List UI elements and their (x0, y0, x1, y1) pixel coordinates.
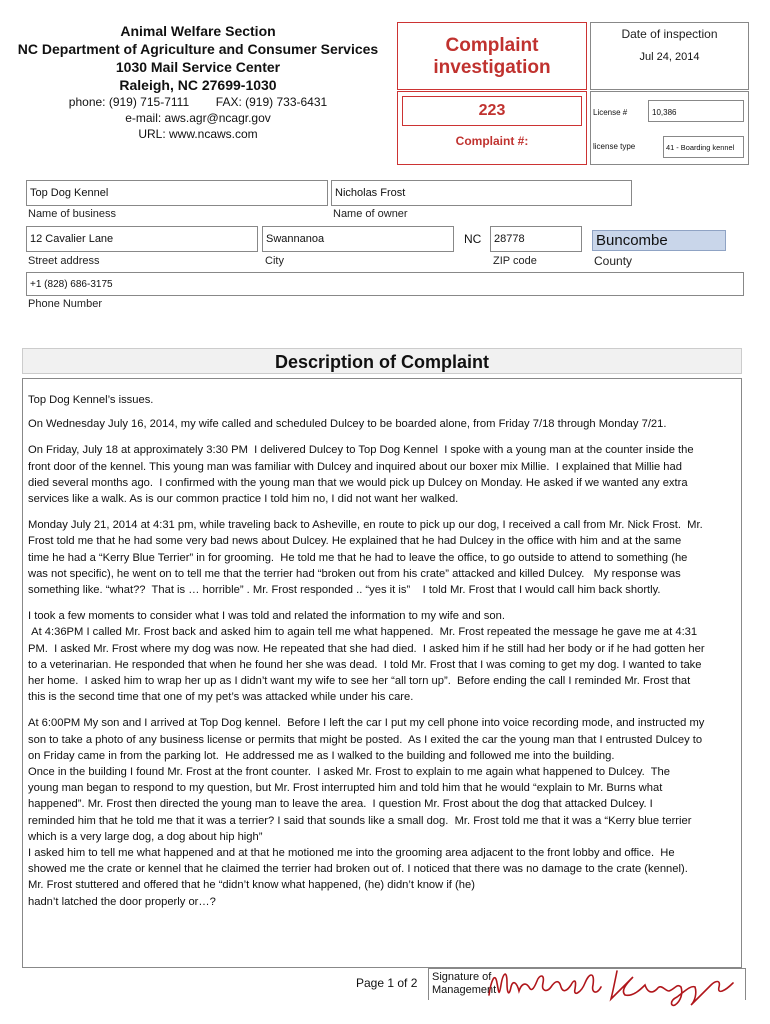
complaint-number-box (397, 91, 587, 165)
description-paragraph: On Friday, July 18 at approximately 3:30 PM I delivered Dulcey to Top Dog Kennel I spoke with a young man at the counter inside the front door of the kennel. This young man was familiar with Dulcey and inquired about our boxer mix Millie. I explained that Millie had died several months ago. I confirmed with the young man that we would pick up Dulcey on Monday. He asked if we wanted any extra services like a walk. As is our common practice I told him no, I did not want her walked. (28, 444, 694, 506)
county-field[interactable] (592, 230, 726, 251)
owner-name-field[interactable] (331, 180, 632, 206)
business-name-field[interactable] (26, 180, 328, 206)
license-type-label: license type (593, 142, 636, 151)
state-value: NC (464, 232, 482, 246)
description-paragraph: On Wednesday July 16, 2014, my wife called and scheduled Dulcey to be boarded alone, from Friday 7/18 through Monday 7/21. (28, 418, 667, 431)
city-value: Swannanoa (266, 233, 325, 245)
complaint-number: 223 (478, 102, 506, 119)
agency-section: Animal Welfare Section (120, 23, 276, 39)
agency-address2: Raleigh, NC 27699-1030 (119, 77, 277, 93)
zip-value: 28778 (494, 233, 525, 245)
license-number-label: License # (593, 108, 628, 117)
zip-label: ZIP code (493, 255, 537, 267)
agency-department: NC Department of Agriculture and Consumer Services (17, 41, 379, 57)
signature-label-line1: Signature of (432, 971, 492, 983)
license-type-value: 41 - Boarding kennel (666, 143, 735, 152)
license-number-value: 10,386 (652, 108, 677, 117)
county-label: County (594, 254, 633, 268)
street-address-label: Street address (28, 255, 100, 267)
agency-email: e-mail: aws.agr@ncagr.gov (125, 111, 271, 125)
description-paragraph: At 6:00PM My son and I arrived at Top Dog kennel. Before I left the car I put my cell phone into voice recording mode, and instructed my son to take a photo of any business license or permits that might be posted. As I exited the car the young man that I entrusted Dulcey to on Friday came in from the parking lot. He addressed me as I walked to the building and followed me into the building. Once in the building I found Mr. Frost at the front counter. I asked Mr. Frost to explain to me again what happened to Dulcey. The young man began to respond to my question, but Mr. Frost interrupted him and told him that he would “explain to Mr. Burns what happened”. Mr. Frost then directed the young man to leave the area. I question Mr. Frost about the dog that attacked Dulcey. I reminded him that he told me that it was a terrier? I said that sounds like a small dog. Mr. Frost told me that it was a “Kerry blue terrier which is a very large dog, a dog about hip high” I asked him to tell me what happened and at that he motioned me into the grooming area adjacent to the front lobby and office. He showed me the crate or kennel that he claimed the terrier had broken out of. I noticed that there was no damage to the crate (kennel). Mr. Frost stuttered and offered that he “didn’t know what happened, (he) didn’t know if (he) hadn’t latched the door properly or…? (28, 717, 705, 908)
phone-value: +1 (828) 686-3175 (30, 279, 113, 290)
city-label: City (265, 255, 284, 267)
form-title-line1: Complaint (445, 35, 539, 56)
zip-field[interactable] (490, 226, 582, 252)
description-paragraph: Monday July 21, 2014 at 4:31 pm, while traveling back to Asheville, en route to pick up our dog, I received a call from Mr. Nick Frost. Mr. Frost told me that he had some very bad news about Dulcey. He explained that he had Dulcey in the office with him and at the same time he had a “Kerry Blue Terrier” in for grooming. He told me that he had to leave the office, to go outside to attend to something (he was not specific), he went on to tell me that the terrier had “broken out from his crate” attacked and killed Dulcey. My response was something like. “what?? That is … horrible” . Mr. Frost responded .. “yes it is” I told Mr. Frost that I would call him back shortly. (28, 519, 703, 597)
agency-phone-fax (0, 94, 396, 110)
phone-field[interactable] (26, 272, 744, 296)
street-address-value: 12 Cavalier Lane (30, 233, 114, 245)
description-paragraph: Top Dog Kennel’s issues. (28, 394, 154, 406)
page-number: Page 1 of 2 (356, 976, 418, 990)
agency-fax: FAX: (919) 733-6431 (215, 95, 328, 109)
city-field[interactable] (262, 226, 454, 252)
form-title-line2: investigation (433, 57, 551, 78)
description-heading-bar (22, 348, 742, 374)
complaint-number-label: Complaint #: (455, 134, 529, 148)
inspection-date-value[interactable]: Jul 24, 2014 (639, 51, 700, 63)
signature-image (485, 961, 745, 1009)
license-box (590, 91, 749, 165)
business-name-value: Top Dog Kennel (30, 187, 109, 199)
owner-name-value: Nicholas Frost (335, 187, 406, 199)
license-number-field[interactable] (648, 100, 744, 122)
agency-phone: phone: (919) 715-7111 (68, 95, 190, 109)
complaint-number-field[interactable] (402, 96, 582, 126)
description-body (28, 392, 744, 910)
agency-header (0, 22, 396, 142)
business-name-label: Name of business (28, 208, 117, 220)
description-paragraph: I took a few moments to consider what I was told and related the information to my wife and son. At 4:36PM I called Mr. Frost back and asked him to again tell me what happened. Mr. Frost repeated the message he gave me at 4:31 PM. I asked Mr. Frost where my dog was now. He repeated that she had died. I asked him if he still had her body or if he had gotten her to a veterinarian. He responded that when he found her she was dead. I told Mr. Frost that I was coming to get my dog. I wanted to take her home. I asked him to wrap her up as I didn’t want my wife to see her “all torn up”. Before ending the call I reminded Mr. Frost that this is the second time that one of my pet’s was attacked while under his care. (28, 610, 705, 704)
description-heading: Description of Complaint (274, 352, 489, 372)
inspection-date-box (590, 22, 749, 90)
street-address-field[interactable] (26, 226, 258, 252)
agency-url: URL: www.ncaws.com (138, 127, 258, 141)
county-value: Buncombe (596, 232, 668, 249)
agency-address1: 1030 Mail Service Center (115, 59, 281, 75)
signature-label-line2: Management (432, 984, 497, 996)
signature-box[interactable] (428, 968, 746, 1000)
inspection-date-label: Date of inspection (621, 27, 718, 41)
form-title-box (397, 22, 587, 90)
license-type-field[interactable] (663, 136, 744, 158)
phone-label: Phone Number (28, 298, 102, 310)
owner-name-label: Name of owner (333, 208, 408, 220)
